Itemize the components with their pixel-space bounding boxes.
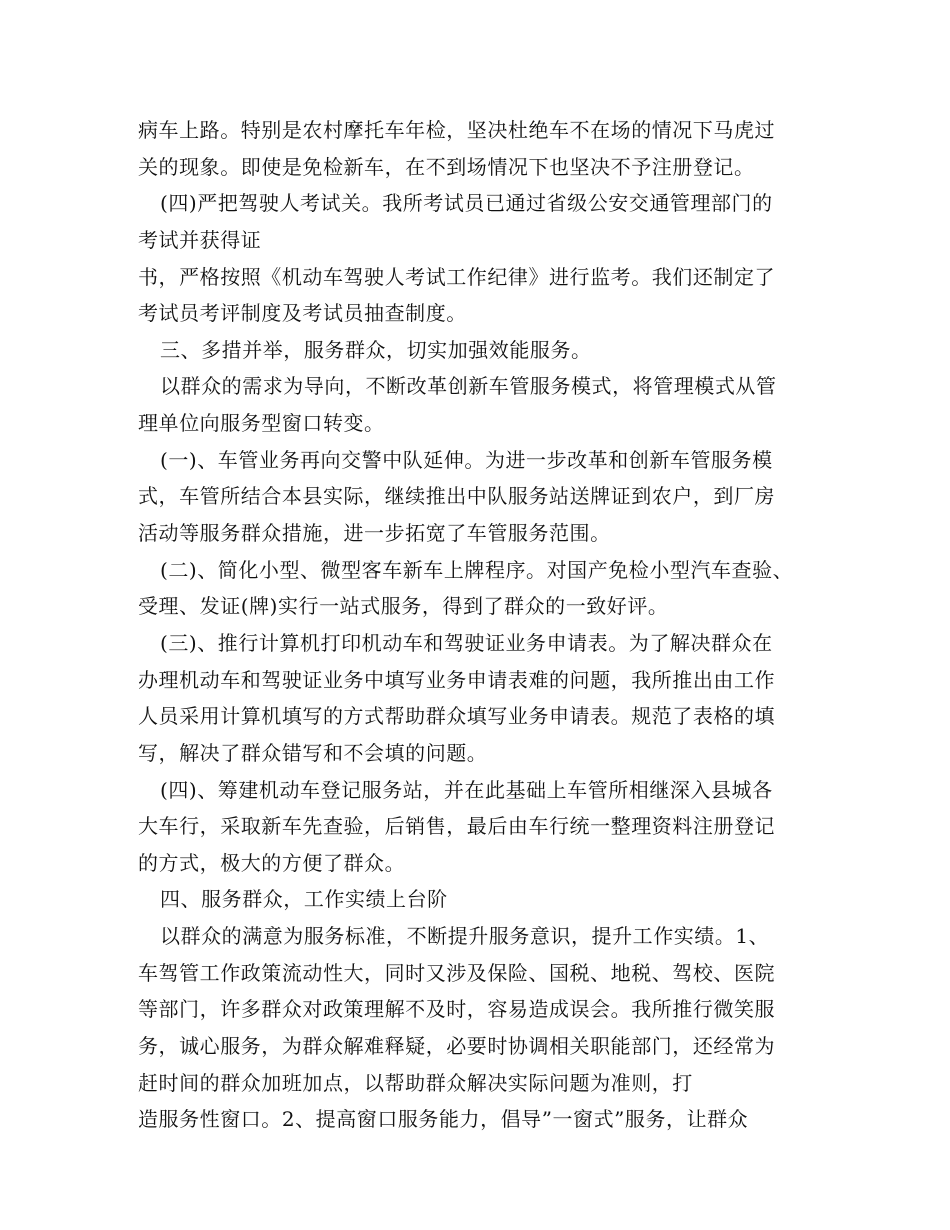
text-line: 办理机动车和驾驶证业务中填写业务申请表难的问题，我所推出由工作 xyxy=(138,667,776,692)
section-heading: 四、服务群众，工作实绩上台阶 xyxy=(160,887,448,912)
text-line: 车驾管工作政策流动性大，同时又涉及保险、国税、地税、驾校、医院 xyxy=(138,960,776,985)
text-line: (四)严把驾驶人考试关。我所考试员已通过省级公安交通管理部门的 xyxy=(160,191,773,216)
text-line: 式，车管所结合本县实际，继续推出中队服务站送牌证到农户，到厂房 xyxy=(138,484,776,509)
text-line: 病车上路。特别是农村摩托车年检，坚决杜绝车不在场的情况下马虎过 xyxy=(138,118,776,142)
text-line: 书，严格按照《机动车驾驶人考试工作纪律》进行监考。我们还制定了 xyxy=(138,264,776,289)
text-line: 以群众的满意为服务标准，不断提升服务意识，提升工作实绩。1、 xyxy=(160,924,770,949)
text-line: (四)、筹建机动车登记服务站，并在此基础上车管所相继深入县城各 xyxy=(160,777,773,802)
text-line: (二)、简化小型、微型客车新车上牌程序。对国产免检小型汽车查验、 xyxy=(160,557,794,582)
text-line: 等部门，许多群众对政策理解不及时，容易造成误会。我所推行微笑服 xyxy=(138,997,776,1022)
text-line: 考试员考评制度及考试员抽查制度。 xyxy=(138,301,467,326)
text-line: 考试并获得证 xyxy=(138,227,262,252)
text-line: (三)、推行计算机打印机动车和驾驶证业务申请表。为了解决群众在 xyxy=(160,630,773,655)
text-line: 的方式，极大的方便了群众。 xyxy=(138,850,406,875)
section-heading: 三、多措并举，服务群众，切实加强效能服务。 xyxy=(160,337,592,362)
text-line: 人员采用计算机填写的方式帮助群众填写业务申请表。规范了表格的填 xyxy=(138,704,776,729)
text-line: 造服务性窗口。2、提高窗口服务能力，倡导”一窗式”服务，让群众 xyxy=(138,1107,749,1132)
text-line: 大车行，采取新车先查验，后销售，最后由车行统一整理资料注册登记 xyxy=(138,814,776,839)
text-line: 写，解决了群众错写和不会填的问题。 xyxy=(138,740,488,765)
document-body xyxy=(138,112,838,1138)
text-line: 以群众的需求为导向，不断改革创新车管服务模式，将管理模式从管 xyxy=(160,374,777,399)
text-line: 受理、发证(牌)实行一站式服务，得到了群众的一致好评。 xyxy=(138,594,669,619)
text-line: 理单位向服务型窗口转变。 xyxy=(138,411,385,436)
text-line: 活动等服务群众措施，进一步拓宽了车管服务范围。 xyxy=(138,521,611,546)
text-line: 赶时间的群众加班加点，以帮助群众解决实际问题为准则，打 xyxy=(138,1070,693,1095)
text-line: 务，诚心服务，为群众解难释疑，必要时协调相关职能部门，还经常为 xyxy=(138,1034,776,1059)
text-line: (一)、车管业务再向交警中队延伸。为进一步改革和创新车管服务模 xyxy=(160,447,773,472)
text-line: 关的现象。即使是免检新车，在不到场情况下也坚决不予注册登记。 xyxy=(138,154,755,179)
